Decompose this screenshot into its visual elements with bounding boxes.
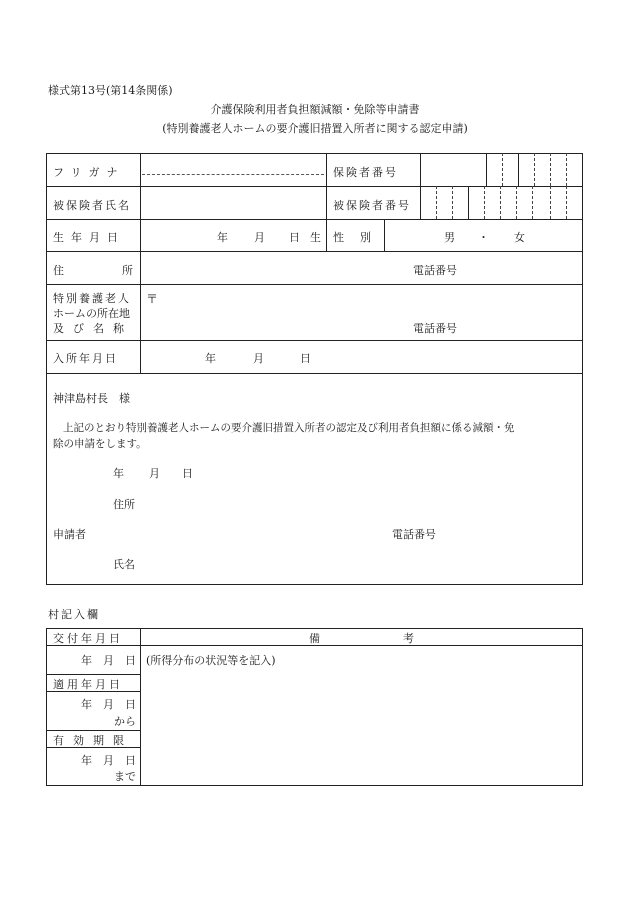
applicant-phone-label: 電話番号 <box>392 528 436 541</box>
apply-from-label: から <box>114 715 136 728</box>
applicant-label: 申請者 <box>53 528 86 541</box>
apply-date-value: 年 月 日 <box>81 698 136 711</box>
facility-field[interactable] <box>160 287 560 317</box>
facility-phone-label: 電話番号 <box>413 322 457 335</box>
facility-label-line2: ホームの所在地 <box>53 307 130 320</box>
valid-date-value: 年 月 日 <box>81 754 136 767</box>
remarks-note: (所得分布の状況等を記入) <box>146 654 276 667</box>
application-day: 日 <box>182 467 193 480</box>
form-title: 介護保険利用者負担額減額・免除等申請書 <box>210 103 420 116</box>
facility-label-line1: 特別養護老人 <box>53 292 131 305</box>
facility-label-line3: 及び名称 <box>53 322 133 335</box>
sex-label: 性別 <box>333 231 387 244</box>
form-number: 様式第13号(第14条関係) <box>48 84 173 97</box>
application-body-line2: 除の申請をします。 <box>53 438 147 450</box>
application-body-line1: 上記のとおり特別養護老人ホームの要介護旧措置入所者の認定及び利用者負担額に係る減額・免 <box>63 422 515 434</box>
furigana-label: フリガナ <box>53 166 125 179</box>
birth-month: 月 <box>254 231 265 244</box>
postal-mark: 〒 <box>146 292 159 306</box>
application-month: 月 <box>149 467 160 480</box>
addressee: 神津島村長 様 <box>53 392 130 405</box>
birth-year: 年 <box>217 231 228 244</box>
address-label: 住所 <box>53 264 191 277</box>
birth-day: 日 <box>289 231 300 244</box>
issue-date-label: 交付年月日 <box>53 632 123 645</box>
insured-number-label: 被保険者番号 <box>333 199 411 212</box>
remarks-field[interactable] <box>142 668 580 783</box>
applicant-address-label: 住所 <box>113 498 135 511</box>
valid-until-label: 有効期限 <box>53 734 133 747</box>
remarks-label-2: 考 <box>403 632 414 645</box>
address-phone-label: 電話番号 <box>413 264 457 277</box>
valid-until-suffix: まで <box>114 770 136 783</box>
sex-female-option[interactable]: 女 <box>514 231 525 244</box>
sex-separator: ・ <box>478 231 489 244</box>
admission-year: 年 <box>205 352 216 365</box>
insurer-number-label: 保険者番号 <box>333 166 398 179</box>
form-subtitle: (特別養護老人ホームの要介護旧措置入所者に関する認定申請) <box>162 122 468 135</box>
admission-day: 日 <box>300 352 311 365</box>
sex-male-option[interactable]: 男 <box>444 231 455 244</box>
insured-name-label: 被保険者氏名 <box>53 199 131 212</box>
application-year: 年 <box>113 467 124 480</box>
furigana-field[interactable] <box>142 155 324 173</box>
admission-label: 入所年月日 <box>53 352 118 365</box>
address-field[interactable] <box>142 253 402 282</box>
village-section-heading: 村記入欄 <box>48 608 100 621</box>
insurer-number-field[interactable] <box>421 154 582 185</box>
admission-month: 月 <box>253 352 264 365</box>
issue-date-value: 年 月 日 <box>81 654 136 667</box>
remarks-label: 備 <box>309 632 320 645</box>
insured-number-field[interactable] <box>421 187 582 218</box>
birth-suffix: 生 <box>310 231 321 244</box>
birthdate-label: 生年月日 <box>53 231 125 244</box>
insured-name-field[interactable] <box>142 177 324 217</box>
apply-date-label: 適用年月日 <box>53 678 123 691</box>
applicant-name-label: 氏名 <box>113 558 135 571</box>
